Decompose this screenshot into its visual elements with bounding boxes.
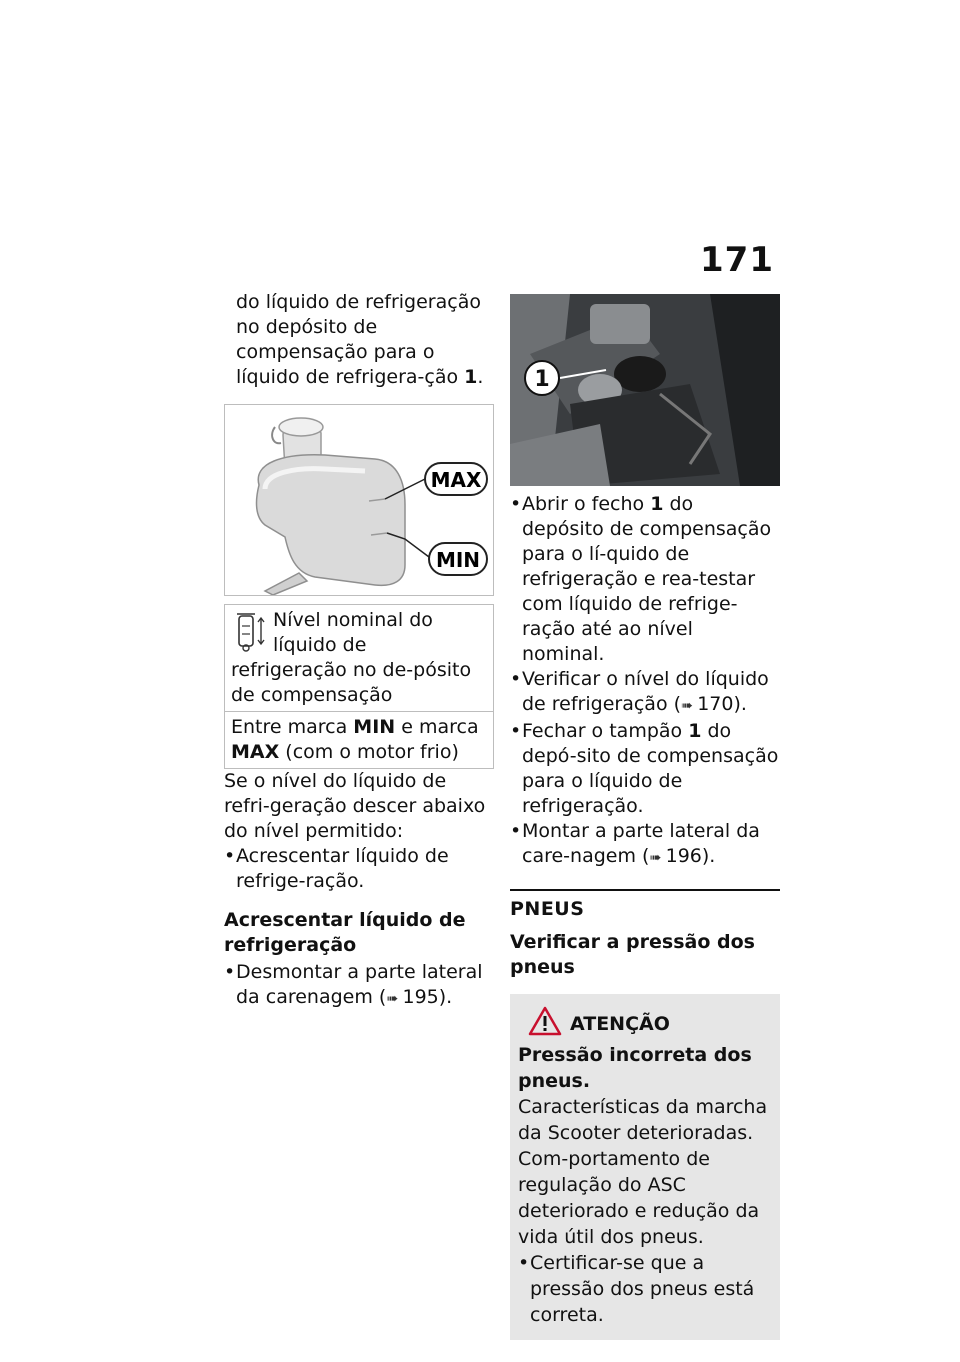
right-column [510, 294, 780, 1340]
spec-title-row [225, 605, 493, 711]
callout-ref: 1 [650, 493, 664, 515]
spec-max: MAX [231, 741, 280, 763]
list-item [224, 960, 494, 1012]
callout-label: 1 [534, 367, 550, 392]
section-divider [510, 889, 780, 891]
list-item [510, 492, 780, 667]
subsection-title: Verificar a pressão dos pneus [510, 931, 755, 978]
spec-value-row [225, 711, 493, 768]
page-ref[interactable]: 196 [665, 845, 702, 867]
left-column [224, 290, 494, 1012]
reservoir-illustration [225, 405, 493, 595]
engine-bay-photo [510, 294, 780, 486]
intro-callout-ref: 1 [464, 366, 478, 388]
warning-box [510, 994, 780, 1340]
warning-bullets [518, 1250, 772, 1328]
page-ref-arrow-icon: ➠ [649, 850, 666, 866]
item-text: Fechar o tampão [522, 720, 689, 742]
coolant-level-icon [235, 610, 267, 654]
intro-text [224, 290, 494, 390]
spec-value-part: e marca [395, 716, 479, 738]
page-number: 171 [700, 240, 774, 280]
intro-end: . [477, 366, 484, 388]
intro-part: do líquido de refrigeração no depósito de compensação para o líquido de refrigera-ção [236, 291, 481, 388]
item-text: Abrir o fecho [522, 493, 651, 515]
max-label: MAX [430, 468, 482, 492]
page-ref-arrow-icon: ➠ [681, 698, 698, 714]
spec-title: Nível nominal do líquido de refrigeração no de-pósito de compensação [231, 609, 472, 706]
item-text: Verificar o nível do líquido de refrigeração ( [522, 668, 769, 715]
item-text: ). [733, 693, 747, 715]
spec-value-part: Entre marca [231, 716, 354, 738]
item-text: do depó-sito de compensação para o líquido de refrigeração. [522, 720, 779, 817]
min-label: MIN [435, 548, 481, 572]
item-text: Desmontar a parte lateral da carenagem ( [236, 961, 483, 1008]
page-ref[interactable]: 170 [697, 693, 734, 715]
bullet-list [224, 844, 494, 894]
item-text: do depósito de compensação para o lí-quido de refrigeração e rea-testar com líquido de refrige-ração até ao nível nominal. [522, 493, 772, 665]
callout-ref: 1 [688, 720, 702, 742]
spec-table [224, 604, 494, 769]
page-ref-arrow-icon: ➠ [386, 991, 403, 1007]
item-end: ). [438, 986, 453, 1008]
spec-value-part: (com o motor frio) [279, 741, 459, 763]
warning-header [518, 1006, 772, 1042]
condition-text: Se o nível do líquido de refri-geração descer abaixo do nível permitido: [224, 770, 486, 842]
list-item: • Certificar-se que a pressão dos pneus está correta. [518, 1250, 772, 1328]
section-title: PNEUS [510, 898, 585, 920]
list-item [510, 667, 780, 719]
list-item [510, 719, 780, 819]
warning-triangle-icon [528, 1006, 562, 1036]
list-item [510, 819, 780, 871]
bullet-list [510, 492, 780, 871]
page-ref[interactable]: 195 [402, 986, 439, 1008]
warning-bold-line: Pressão incorreta dos pneus. [518, 1044, 752, 1092]
item-text: ). [701, 845, 716, 867]
warning-text: Características da marcha da Scooter deterioradas. Com-portamento de regulação do ASC deteriorado e redução da vida útil dos pneus. [518, 1096, 768, 1248]
section-heading: Acrescentar líquido de refrigeração [224, 909, 466, 956]
warning-title: ATENÇÃO [570, 1013, 670, 1035]
bullet-list [224, 960, 494, 1012]
coolant-reservoir-figure [224, 404, 494, 596]
engine-bay-illustration [510, 294, 780, 486]
list-item: • Acrescentar líquido de refrige-ração. [224, 844, 494, 894]
spec-min: MIN [353, 716, 396, 738]
item-text: Montar a parte lateral da care-nagem ( [522, 820, 760, 867]
